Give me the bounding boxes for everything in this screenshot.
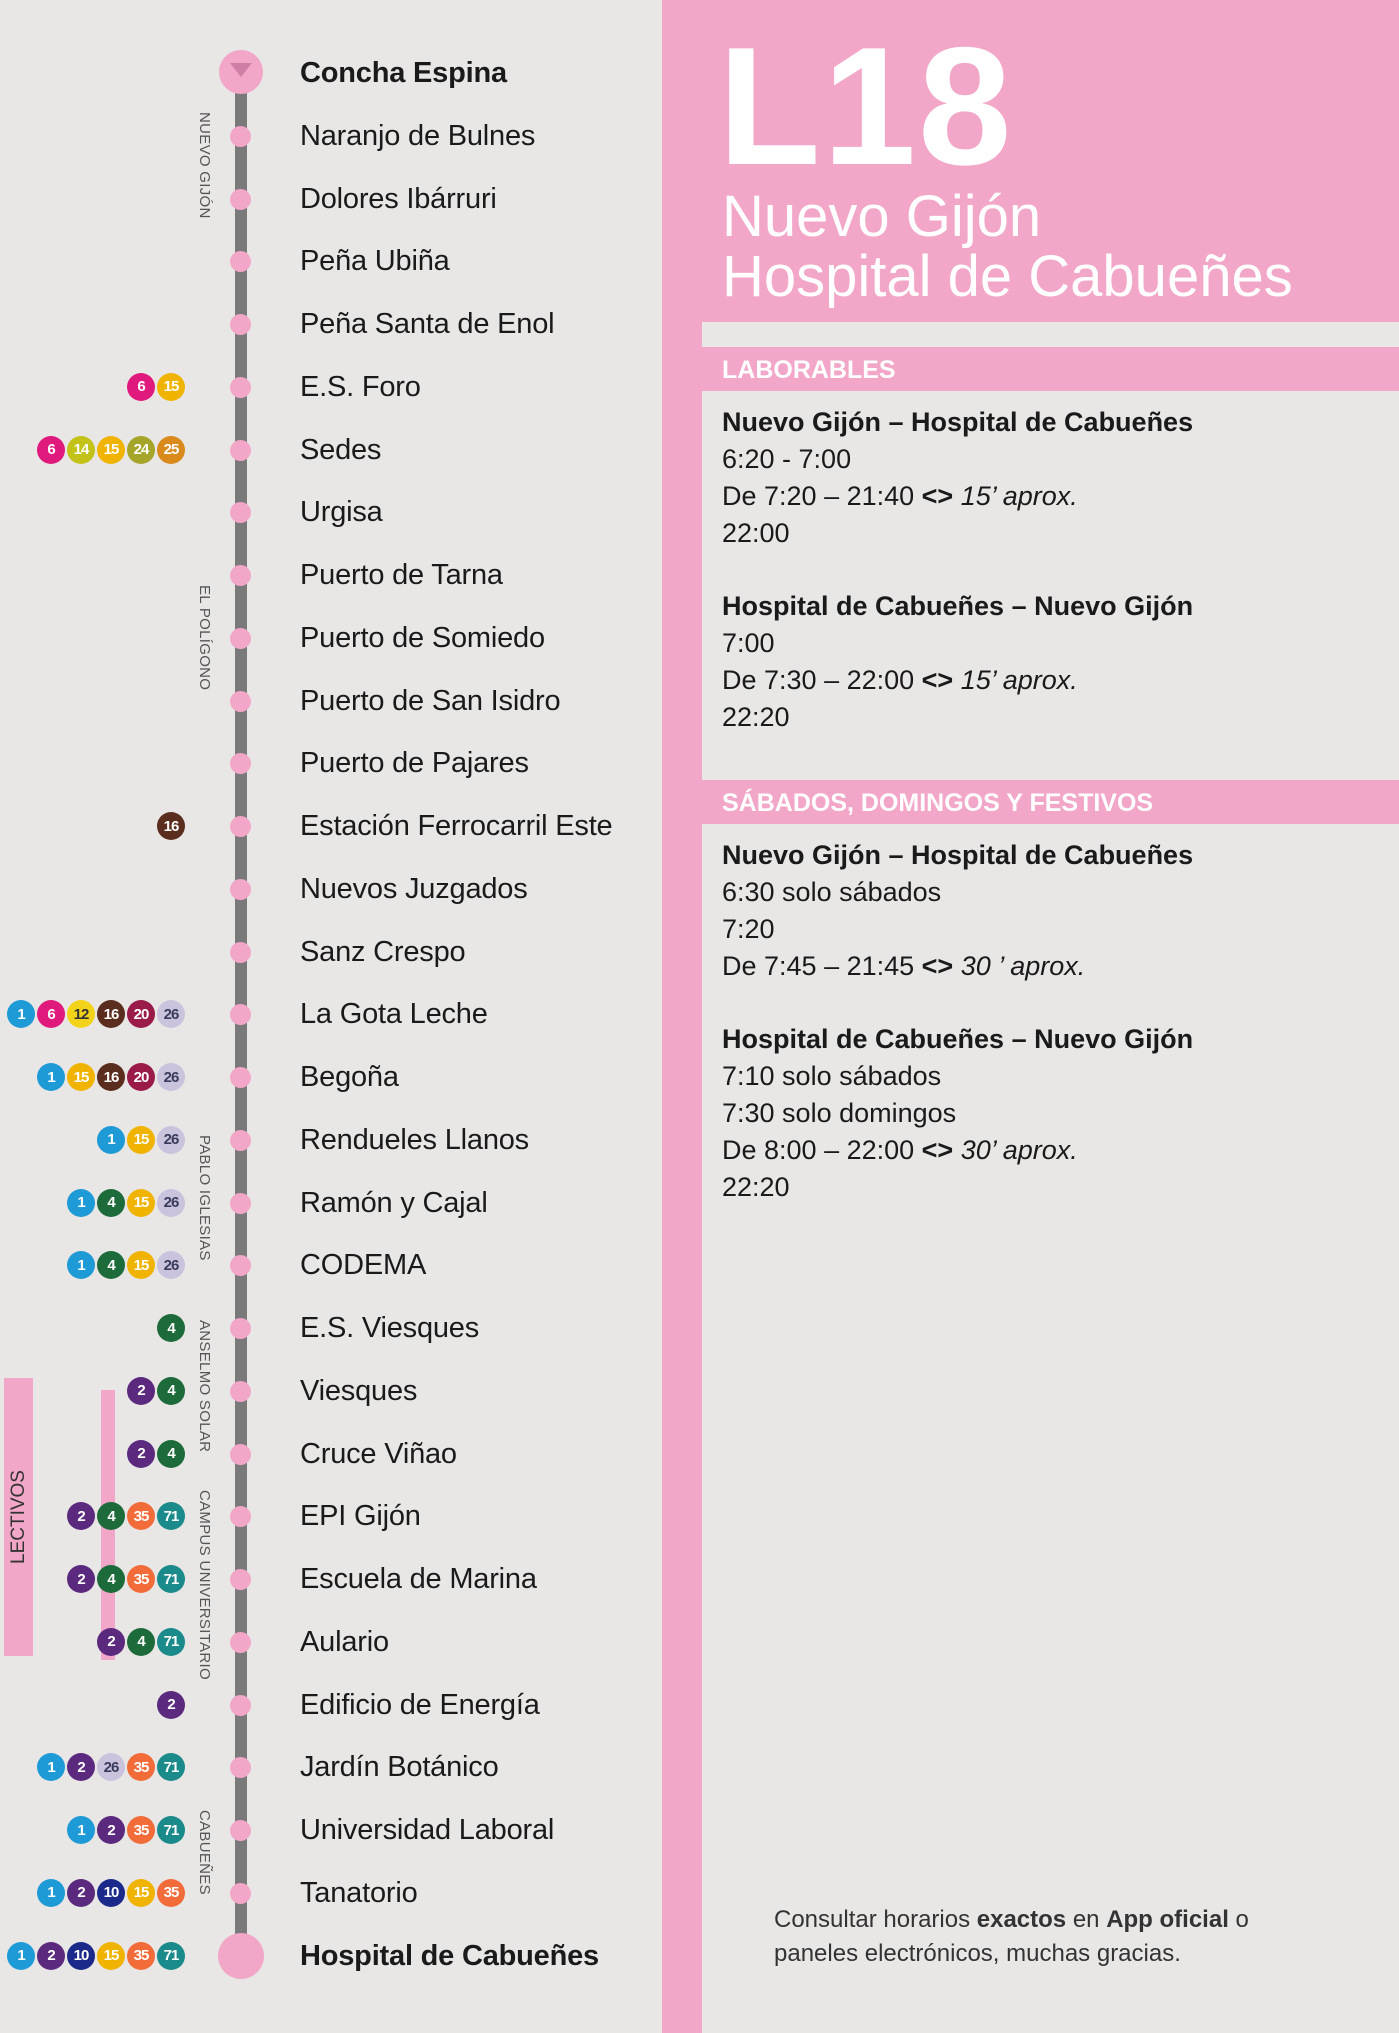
line-badge: 6: [37, 1000, 65, 1028]
line-badge: 6: [37, 436, 65, 464]
stop-dot: [230, 1695, 251, 1716]
schedule-line: 7:00: [722, 628, 775, 658]
schedule-line: 22:00: [722, 518, 790, 548]
schedule-heading: Hospital de Cabueñes – Nuevo Gijón: [722, 1024, 1194, 1054]
line-badge: 35: [157, 1879, 185, 1907]
line-badge: 10: [97, 1879, 125, 1907]
connection-badges: [127, 1440, 185, 1468]
schedule-heading: Hospital de Cabueñes – Nuevo Gijón: [722, 591, 1194, 621]
stop-row: [0, 1559, 662, 1599]
connection-badges: [97, 1126, 185, 1154]
schedule-line: De 7:20 – 21:40 <> 15’ aprox.: [722, 481, 1078, 511]
line-badge: 15: [127, 1251, 155, 1279]
connection-badges: [37, 1063, 185, 1091]
line-badge: 15: [127, 1189, 155, 1217]
line-badge: 15: [97, 436, 125, 464]
laborables-block-2: [722, 588, 1193, 736]
line-badge: 20: [127, 1063, 155, 1091]
stop-dot: [230, 691, 251, 712]
zone-label: NUEVO GIJÓN: [196, 112, 213, 219]
stop-dot: [230, 1883, 251, 1904]
line-badge: 2: [37, 1942, 65, 1970]
stop-row: [0, 869, 662, 909]
stop-row: [0, 53, 662, 93]
stop-dot: [230, 816, 251, 837]
stop-name: Estación Ferrocarril Este: [300, 810, 613, 842]
line-badge: 15: [67, 1063, 95, 1091]
line-badge: 2: [67, 1502, 95, 1530]
line-badge: 1: [67, 1251, 95, 1279]
line-badge: 2: [127, 1377, 155, 1405]
line-badge: 2: [67, 1879, 95, 1907]
stop-name: Begoña: [300, 1061, 399, 1093]
line-badge: 4: [157, 1377, 185, 1405]
line-badge: 2: [157, 1691, 185, 1719]
line-badge: 2: [97, 1816, 125, 1844]
line-badge: 15: [97, 1942, 125, 1970]
stop-name: Viesques: [300, 1374, 418, 1407]
line-badge: 26: [157, 1189, 185, 1217]
route-title-line1: Nuevo Gijón: [722, 184, 1042, 249]
line-badge: 71: [157, 1628, 185, 1656]
stop-row: [0, 304, 662, 344]
stop-row: [0, 367, 662, 407]
festivos-label: SÁBADOS, DOMINGOS Y FESTIVOS: [722, 789, 1154, 817]
stop-dot: [230, 1506, 251, 1527]
connection-badges: [7, 1942, 185, 1970]
stop-dot: [230, 314, 251, 335]
stop-row: [0, 241, 662, 281]
stop-dot: [230, 126, 251, 147]
schedule-line: 6:20 - 7:00: [722, 444, 852, 474]
stop-name: Puerto de San Isidro: [300, 684, 561, 717]
stop-row: [0, 1245, 662, 1285]
stop-name: Jardín Botánico: [300, 1751, 499, 1784]
stop-name: Naranjo de Bulnes: [300, 119, 536, 152]
line-badge: 2: [127, 1440, 155, 1468]
stop-row: [0, 806, 662, 846]
stop-row: [0, 1057, 662, 1097]
connection-badges: [37, 1879, 185, 1907]
stop-name: Sanz Crespo: [300, 935, 466, 968]
schedule-line: 7:10 solo sábados: [722, 1061, 942, 1091]
route-code: L18: [718, 12, 1014, 200]
zone-label: EL POLÍGONO: [196, 585, 213, 691]
route-title: [722, 184, 1293, 309]
line-badge: 16: [97, 1000, 125, 1028]
stop-dot: [230, 377, 251, 398]
stop-name: Universidad Laboral: [300, 1814, 555, 1846]
stop-name: Cruce Viñao: [300, 1437, 457, 1470]
line-badge: 1: [7, 1942, 35, 1970]
line-badge: 1: [37, 1063, 65, 1091]
footer-note: Consultar horarios exactos en App oficial o paneles electrónicos, muchas gracias.: [774, 1906, 1249, 1967]
stop-dot: [230, 1067, 251, 1088]
line-badge: 4: [127, 1628, 155, 1656]
connection-badges: [157, 1691, 185, 1719]
zone-label: CAMPUS UNIVERSITARIO: [196, 1490, 213, 1680]
schedule-line: 22:20: [722, 702, 790, 732]
line-badge: 4: [97, 1502, 125, 1530]
line-badge: 4: [157, 1440, 185, 1468]
stop-dot: [230, 628, 251, 649]
stop-dot: [230, 502, 251, 523]
connection-badges: [67, 1502, 185, 1530]
line-badge: 35: [127, 1753, 155, 1781]
line-badge: 25: [157, 436, 185, 464]
stop-row: [0, 116, 662, 156]
route-title-line2: Hospital de Cabueñes: [722, 244, 1293, 309]
stop-name: Sedes: [300, 433, 382, 466]
connection-badges: [157, 812, 185, 840]
line-badge: 71: [157, 1565, 185, 1593]
stop-dot: [230, 189, 251, 210]
line-badge: 26: [157, 1000, 185, 1028]
line-badge: 71: [157, 1942, 185, 1970]
route-header: [662, 0, 1399, 322]
line-badge: 2: [67, 1565, 95, 1593]
stop-name: Peña Santa de Enol: [300, 308, 555, 340]
stop-name: Nuevos Juzgados: [300, 872, 528, 905]
line-badge: 4: [97, 1565, 125, 1593]
connection-badges: [97, 1628, 185, 1656]
line-badge: 26: [97, 1753, 125, 1781]
line-badge: 4: [97, 1189, 125, 1217]
line-badge: 35: [127, 1942, 155, 1970]
festivos-block-1: [722, 837, 1193, 985]
stop-name: Urgisa: [300, 496, 383, 529]
connection-badges: [67, 1251, 185, 1279]
stop-row: [0, 1685, 662, 1725]
lectivos-label: LECTIVOS: [8, 1470, 29, 1564]
stop-row: [0, 1120, 662, 1160]
line-badge: 1: [97, 1126, 125, 1154]
line-badge: 35: [127, 1565, 155, 1593]
connection-badges: [7, 1000, 185, 1028]
stop-row: [0, 430, 662, 470]
stop-name: Aulario: [300, 1625, 389, 1658]
line-badge: 20: [127, 1000, 155, 1028]
schedule-heading: Nuevo Gijón – Hospital de Cabueñes: [722, 840, 1194, 870]
stop-dot: [230, 879, 251, 900]
schedule-line: De 7:45 – 21:45 <> 30 ’ aprox.: [722, 951, 1086, 981]
stop-row: [0, 1434, 662, 1474]
stop-row: [0, 1183, 662, 1223]
schedule-line: 6:30 solo sábados: [722, 877, 942, 907]
stop-dot: [230, 1632, 251, 1653]
line-badge: 1: [37, 1753, 65, 1781]
line-badge: 71: [157, 1753, 185, 1781]
line-badge: 2: [97, 1628, 125, 1656]
schedule-line: De 7:30 – 22:00 <> 15’ aprox.: [722, 665, 1078, 695]
stop-dot: [230, 1004, 251, 1025]
stop-name: Puerto de Pajares: [300, 747, 529, 780]
line-badge: 71: [157, 1502, 185, 1530]
line-badge: 4: [157, 1314, 185, 1342]
connection-badges: [67, 1565, 185, 1593]
stop-row: [0, 932, 662, 972]
stop-row: [0, 492, 662, 532]
stop-name: E.S. Viesques: [300, 1312, 480, 1344]
stop-name: Dolores Ibárruri: [300, 182, 497, 215]
zone-label: CABUEÑES: [196, 1810, 213, 1895]
stop-row: [0, 1747, 662, 1787]
connection-badges: [127, 1377, 185, 1405]
stop-row: [0, 1810, 662, 1850]
stop-name: Rendueles Llanos: [300, 1123, 529, 1156]
stop-dot: [230, 1820, 251, 1841]
stop-name: Puerto de Somiedo: [300, 621, 545, 654]
stop-row: [0, 1496, 662, 1536]
stop-name: Hospital de Cabueñes: [300, 1939, 599, 1972]
line-badge: 35: [127, 1502, 155, 1530]
stop-name: CODEMA: [300, 1249, 427, 1282]
stop-dot: [230, 1757, 251, 1778]
stop-row: [0, 618, 662, 658]
stop-dot: [230, 1130, 251, 1151]
connection-badges: [67, 1816, 185, 1844]
line-badge: 15: [157, 373, 185, 401]
stop-name: EPI Gijón: [300, 1500, 421, 1533]
stop-row: [0, 1936, 662, 1976]
stop-dot: [230, 1444, 251, 1465]
line-badge: 1: [67, 1816, 95, 1844]
stop-name: Escuela de Marina: [300, 1563, 537, 1595]
line-badge: 16: [157, 812, 185, 840]
line-badge: 14: [67, 436, 95, 464]
stop-dot: [230, 251, 251, 272]
line-badge: 24: [127, 436, 155, 464]
line-badge: 1: [67, 1189, 95, 1217]
stop-row: [0, 1371, 662, 1411]
line-badge: 1: [7, 1000, 35, 1028]
stop-name: Edificio de Energía: [300, 1688, 540, 1721]
zone-label: ANSELMO SOLAR: [196, 1320, 213, 1453]
stop-name: Concha Espina: [300, 57, 507, 89]
stop-dot: [230, 942, 251, 963]
schedule-panel: [662, 0, 1399, 2033]
schedule-line: 7:20: [722, 914, 775, 944]
line-badge: 15: [127, 1126, 155, 1154]
line-badge: 12: [67, 1000, 95, 1028]
line-badge: 16: [97, 1063, 125, 1091]
laborables-block-1: [722, 404, 1193, 552]
stop-name: E.S. Foro: [300, 370, 421, 403]
line-badge: 6: [127, 373, 155, 401]
line-badge: 35: [127, 1816, 155, 1844]
stop-dot: [230, 1193, 251, 1214]
schedule-line: De 8:00 – 22:00 <> 30’ aprox.: [722, 1135, 1078, 1165]
festivos-block-2: [722, 1021, 1193, 1206]
stop-row: [0, 1873, 662, 1913]
connection-badges: [127, 373, 185, 401]
route-end-marker: [218, 1933, 264, 1979]
schedule-line: 7:30 solo domingos: [722, 1098, 957, 1128]
stop-dot: [230, 1381, 251, 1402]
line-badge: 1: [37, 1879, 65, 1907]
stop-dot: [230, 1255, 251, 1276]
line-badge: 4: [97, 1251, 125, 1279]
line-badge: 26: [157, 1251, 185, 1279]
stop-dot: [230, 440, 251, 461]
line-badge: 26: [157, 1063, 185, 1091]
stop-row: [0, 743, 662, 783]
stop-dot: [230, 1569, 251, 1590]
connection-badges: [37, 436, 185, 464]
stop-name: Peña Ubiña: [300, 245, 450, 278]
stop-name: La Gota Leche: [300, 998, 488, 1031]
route-diagram: [0, 0, 662, 2033]
route-start-marker: [219, 50, 263, 94]
schedule-line: 22:20: [722, 1172, 790, 1202]
stop-name: Puerto de Tarna: [300, 559, 503, 591]
stop-name: Ramón y Cajal: [300, 1186, 488, 1219]
stop-dot: [230, 1318, 251, 1339]
connection-badges: [37, 1753, 185, 1781]
stop-name: Tanatorio: [300, 1876, 418, 1909]
zone-label: PABLO IGLESIAS: [196, 1135, 213, 1261]
laborables-bar: [702, 347, 1399, 391]
stop-row: [0, 555, 662, 595]
line-badge: 15: [127, 1879, 155, 1907]
stop-row: [0, 1622, 662, 1662]
stop-row: [0, 1308, 662, 1348]
line-badge: 10: [67, 1942, 95, 1970]
stop-dot: [230, 753, 251, 774]
stop-dot: [230, 565, 251, 586]
line-badge: 2: [67, 1753, 95, 1781]
schedule-heading: Nuevo Gijón – Hospital de Cabueñes: [722, 407, 1194, 437]
stop-row: [0, 681, 662, 721]
connection-badges: [157, 1314, 185, 1342]
festivos-bar: [702, 780, 1399, 824]
laborables-label: LABORABLES: [722, 356, 896, 384]
connection-badges: [67, 1189, 185, 1217]
line-badge: 26: [157, 1126, 185, 1154]
line-badge: 71: [157, 1816, 185, 1844]
stop-row: [0, 994, 662, 1034]
stop-row: [0, 179, 662, 219]
